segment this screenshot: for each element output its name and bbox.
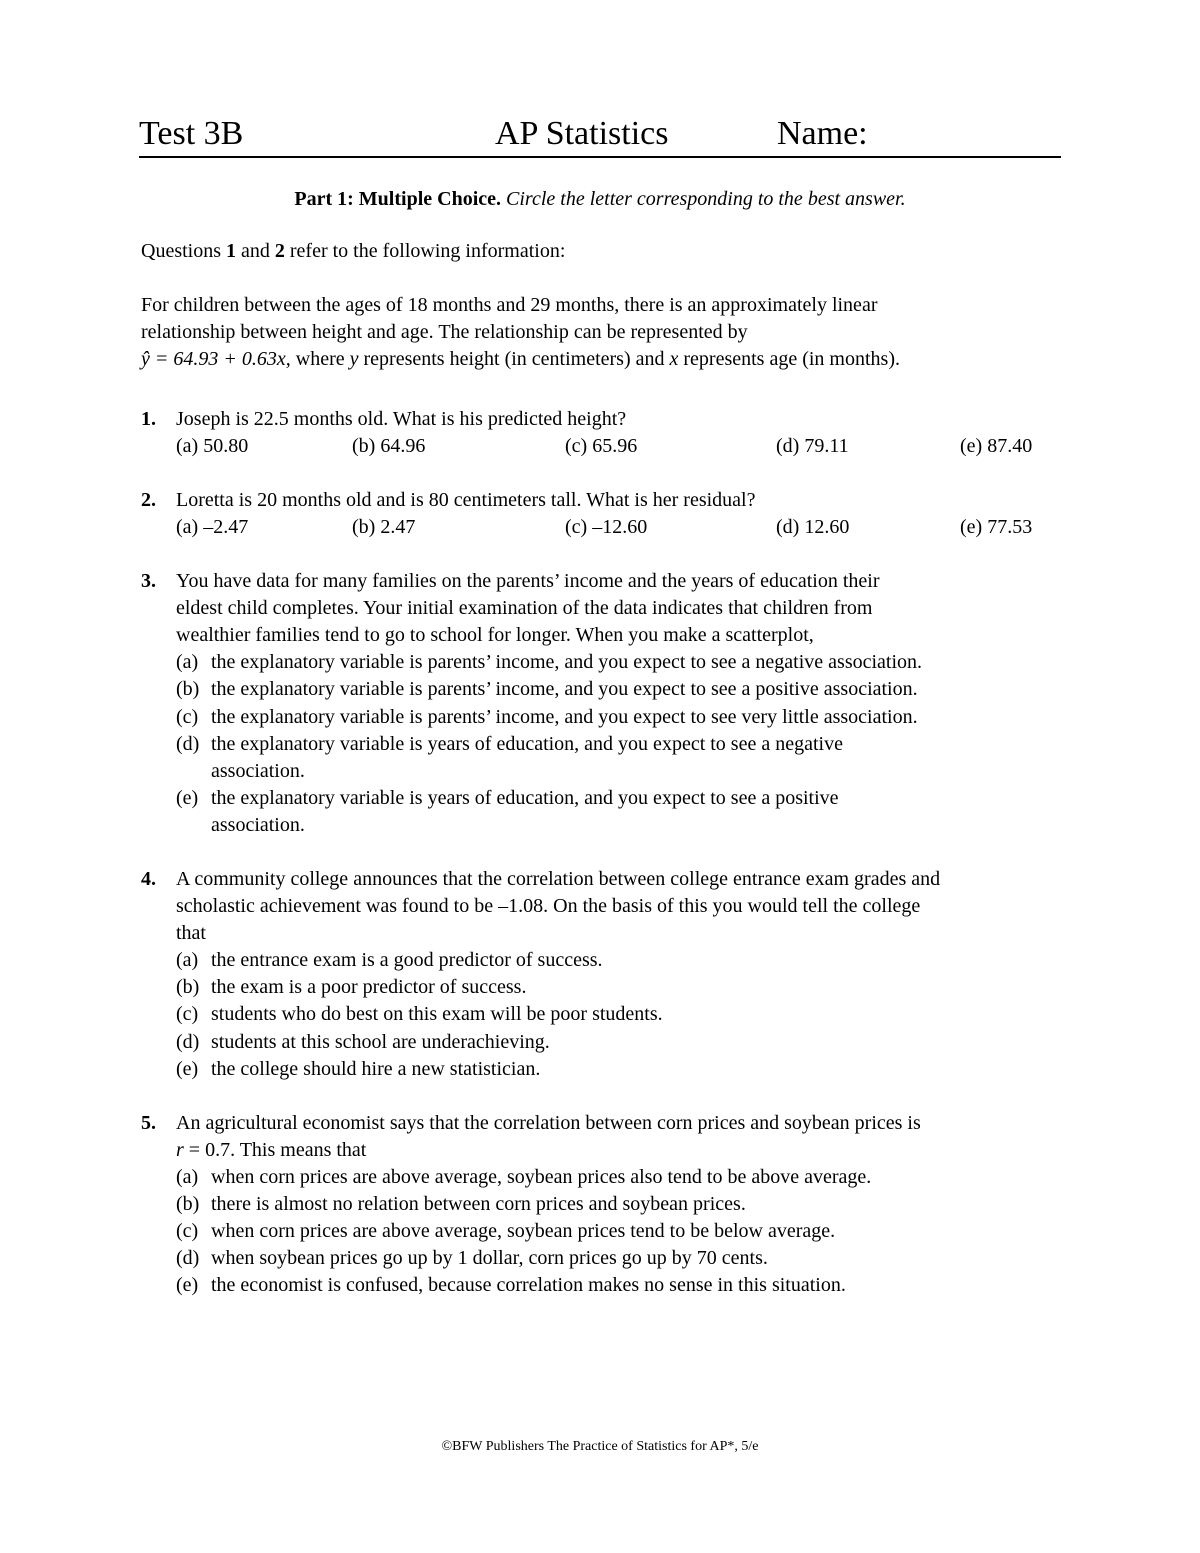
q5-option-b[interactable] xyxy=(176,1191,746,1218)
q5-option-d[interactable] xyxy=(176,1245,768,1272)
q3-option-b-label: (b) xyxy=(176,678,200,700)
q3-option-a[interactable] xyxy=(176,649,922,676)
q3-option-d[interactable] xyxy=(176,731,843,758)
question-5-text-line2 xyxy=(176,1137,366,1164)
question-5-text-line1: An agricultural economist says that the correlation between corn prices and soybean prices is xyxy=(176,1112,921,1134)
q5-option-a-label: (a) xyxy=(176,1166,199,1188)
q3-option-b-text: the explanatory variable is parents’ income, and you expect to see a positive association. xyxy=(211,678,918,700)
q5-line2-rest: = 0.7. This means that xyxy=(183,1139,367,1161)
q4-option-b-label: (b) xyxy=(176,976,200,998)
q4-option-c-text: students who do best on this exam will be poor students. xyxy=(211,1003,663,1025)
question-1-text: Joseph is 22.5 months old. What is his predicted height? xyxy=(176,408,627,430)
q1-option-c[interactable]: (c) 65.96 xyxy=(565,435,638,457)
equation-rest-b: represents height (in centimeters) and xyxy=(358,348,670,370)
q4-option-e-label: (e) xyxy=(176,1058,199,1080)
q5-option-b-text: there is almost no relation between corn prices and soybean prices. xyxy=(211,1193,746,1215)
q1-option-d[interactable]: (d) 79.11 xyxy=(776,435,849,457)
q5-option-a[interactable] xyxy=(176,1164,871,1191)
q3-option-c[interactable] xyxy=(176,704,918,731)
q5-option-c[interactable] xyxy=(176,1218,835,1245)
question-3-number: 3. xyxy=(141,570,156,592)
q12-and: and xyxy=(236,240,275,262)
part1-title: Part 1: Multiple Choice. xyxy=(294,188,502,210)
question-2-text: Loretta is 20 months old and is 80 centimeters tall. What is her residual? xyxy=(176,489,756,511)
question-4-text-line1: A community college announces that the correlation between college entrance exam grades and xyxy=(176,868,941,890)
question-4-text-line3: that xyxy=(176,922,206,944)
q4-option-a[interactable] xyxy=(176,947,603,974)
q12-intro xyxy=(141,238,565,265)
q5-r-symbol: r xyxy=(176,1139,184,1161)
q5-option-d-label: (d) xyxy=(176,1247,200,1269)
q1-option-b[interactable]: (b) 64.96 xyxy=(352,435,426,457)
q3-option-c-label: (c) xyxy=(176,706,199,728)
question-3-text-line1: You have data for many families on the parents’ income and the years of education their xyxy=(176,570,880,592)
q2-option-e[interactable]: (e) 77.53 xyxy=(960,516,1033,538)
intro-equation-line xyxy=(141,346,900,373)
q2-option-c[interactable]: (c) –12.60 xyxy=(565,516,648,538)
q4-option-a-label: (a) xyxy=(176,949,199,971)
q4-option-e[interactable] xyxy=(176,1056,540,1083)
q3-option-d-text: the explanatory variable is years of education, and you expect to see a negative xyxy=(211,733,843,755)
q1-option-e[interactable]: (e) 87.40 xyxy=(960,435,1033,457)
q4-option-a-text: the entrance exam is a good predictor of success. xyxy=(211,949,603,971)
q3-option-b[interactable] xyxy=(176,676,918,703)
q3-option-e[interactable] xyxy=(176,785,839,812)
q12-num2: 2 xyxy=(274,240,285,262)
question-1-number: 1. xyxy=(141,408,156,430)
page-footer: ©BFW Publishers The Practice of Statistics for AP*, 5/e xyxy=(441,1439,759,1454)
q4-option-d-label: (d) xyxy=(176,1031,200,1053)
q2-option-d[interactable]: (d) 12.60 xyxy=(776,516,850,538)
q3-option-a-label: (a) xyxy=(176,651,199,673)
equation-rest-c: represents age (in months). xyxy=(678,348,900,370)
intro-para-line2: relationship between height and age. The relationship can be represented by xyxy=(141,321,748,343)
q2-option-b[interactable]: (b) 2.47 xyxy=(352,516,416,538)
q5-option-c-text: when corn prices are above average, soybean prices tend to be below average. xyxy=(211,1220,836,1242)
question-2-options xyxy=(0,514,1200,541)
q2-option-a[interactable]: (a) –2.47 xyxy=(176,516,249,538)
q4-option-d-text: students at this school are underachieving. xyxy=(211,1031,550,1053)
intro-para-line1: For children between the ages of 18 months and 29 months, there is an approximately linear xyxy=(141,294,878,316)
q5-option-b-label: (b) xyxy=(176,1193,200,1215)
q3-option-c-text: the explanatory variable is parents’ income, and you expect to see very little association. xyxy=(211,706,918,728)
question-4-number: 4. xyxy=(141,868,156,890)
course-title: AP Statistics xyxy=(495,115,669,152)
question-5-number: 5. xyxy=(141,1112,156,1134)
q4-option-b-text: the exam is a poor predictor of success. xyxy=(211,976,527,998)
q3-option-e-continued: association. xyxy=(211,814,305,836)
question-4-text-line2: scholastic achievement was found to be –1.08. On the basis of this you would tell the college xyxy=(176,895,921,917)
q3-option-e-label: (e) xyxy=(176,787,199,809)
equation-y: y xyxy=(349,348,359,370)
q4-option-d[interactable] xyxy=(176,1029,550,1056)
q4-option-c[interactable] xyxy=(176,1001,663,1028)
question-1-options xyxy=(0,433,1200,460)
equation-x: x xyxy=(669,348,679,370)
q5-option-c-label: (c) xyxy=(176,1220,199,1242)
equation-rest-a: where xyxy=(290,348,350,370)
test-header xyxy=(139,112,1061,158)
q3-option-d-label: (d) xyxy=(176,733,200,755)
q12-num1: 1 xyxy=(226,240,236,262)
q5-option-e-label: (e) xyxy=(176,1274,199,1296)
q12-suffix: refer to the following information: xyxy=(284,240,566,262)
q5-option-d-text: when soybean prices go up by 1 dollar, corn prices go up by 70 cents. xyxy=(211,1247,768,1269)
q4-option-e-text: the college should hire a new statistician. xyxy=(211,1058,541,1080)
test-title: Test 3B xyxy=(139,115,244,152)
name-label: Name: xyxy=(777,115,868,152)
q3-option-e-text: the explanatory variable is years of education, and you expect to see a positive xyxy=(211,787,839,809)
q5-option-e-text: the economist is confused, because correlation makes no sense in this situation. xyxy=(211,1274,846,1296)
q3-option-a-text: the explanatory variable is parents’ income, and you expect to see a negative association. xyxy=(211,651,923,673)
question-3-text-line3: wealthier families tend to go to school for longer. When you make a scatterplot, xyxy=(176,624,814,646)
question-3-text-line2: eldest child completes. Your initial examination of the data indicates that children from xyxy=(176,597,873,619)
q5-option-a-text: when corn prices are above average, soybean prices also tend to be above average. xyxy=(211,1166,872,1188)
q4-option-c-label: (c) xyxy=(176,1003,199,1025)
part1-instruction: Circle the letter corresponding to the best answer. xyxy=(506,188,906,210)
part1-heading xyxy=(139,184,1061,214)
q1-option-a[interactable]: (a) 50.80 xyxy=(176,435,249,457)
q4-option-b[interactable] xyxy=(176,974,526,1001)
q12-prefix: Questions xyxy=(141,240,226,262)
question-2-number: 2. xyxy=(141,489,156,511)
q5-option-e[interactable] xyxy=(176,1272,846,1299)
regression-equation: ŷ = 64.93 + 0.63x, xyxy=(141,348,291,370)
q3-option-d-continued: association. xyxy=(211,760,305,782)
